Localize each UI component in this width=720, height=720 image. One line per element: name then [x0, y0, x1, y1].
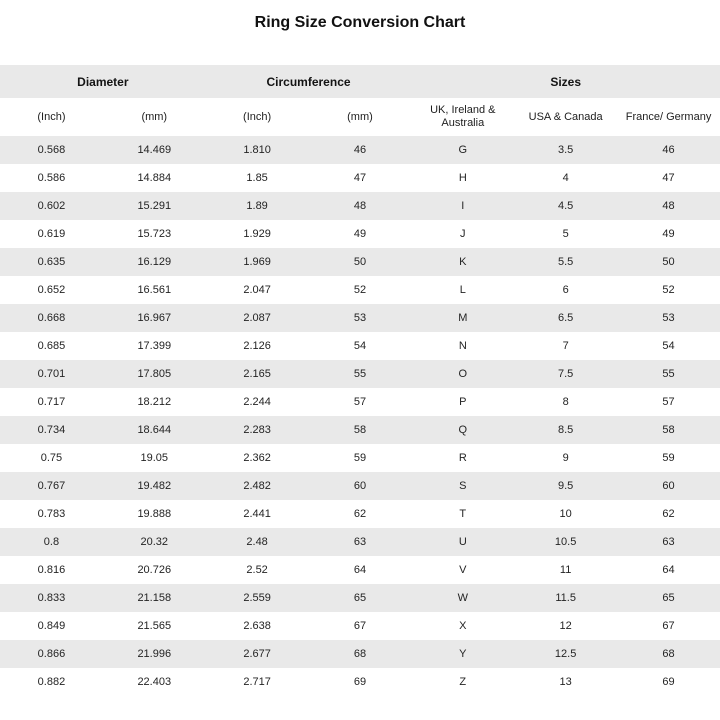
table-cell: 0.635: [0, 248, 103, 276]
table-row: [0, 500, 720, 528]
table-header: [0, 65, 720, 136]
ring-size-chart-page: [0, 13, 720, 696]
table-cell: 64: [309, 556, 412, 584]
table-cell: 55: [617, 360, 720, 388]
table-cell: 2.482: [206, 472, 309, 500]
table-cell: 5: [514, 220, 617, 248]
table-row: [0, 136, 720, 164]
table-cell: 2.362: [206, 444, 309, 472]
table-cell: 47: [309, 164, 412, 192]
table-cell: 0.685: [0, 332, 103, 360]
table-cell: 67: [309, 612, 412, 640]
table-row: [0, 304, 720, 332]
table-cell: X: [411, 612, 514, 640]
table-cell: K: [411, 248, 514, 276]
conversion-table: [0, 65, 720, 696]
table-cell: 64: [617, 556, 720, 584]
table-cell: H: [411, 164, 514, 192]
table-cell: 3.5: [514, 136, 617, 164]
column-header-diameter-mm: (mm): [103, 98, 206, 136]
table-cell: 1.85: [206, 164, 309, 192]
table-cell: 16.129: [103, 248, 206, 276]
table-cell: 49: [617, 220, 720, 248]
table-cell: 60: [309, 472, 412, 500]
table-row: [0, 556, 720, 584]
table-cell: 46: [617, 136, 720, 164]
table-cell: 14.884: [103, 164, 206, 192]
table-cell: 60: [617, 472, 720, 500]
table-cell: 21.565: [103, 612, 206, 640]
table-cell: 6.5: [514, 304, 617, 332]
table-cell: 6: [514, 276, 617, 304]
table-cell: 69: [617, 668, 720, 696]
table-cell: 2.677: [206, 640, 309, 668]
table-cell: 52: [309, 276, 412, 304]
column-header-usa-canada: USA & Canada: [514, 98, 617, 136]
table-cell: 0.717: [0, 388, 103, 416]
table-cell: 50: [617, 248, 720, 276]
group-header-circumference: Circumference: [206, 65, 412, 98]
table-cell: 0.767: [0, 472, 103, 500]
table-cell: 62: [309, 500, 412, 528]
table-cell: 2.717: [206, 668, 309, 696]
table-cell: 52: [617, 276, 720, 304]
table-cell: 53: [309, 304, 412, 332]
table-cell: 22.403: [103, 668, 206, 696]
table-cell: 0.602: [0, 192, 103, 220]
table-cell: 15.723: [103, 220, 206, 248]
table-cell: 18.212: [103, 388, 206, 416]
table-cell: 16.967: [103, 304, 206, 332]
table-cell: 67: [617, 612, 720, 640]
table-cell: 8: [514, 388, 617, 416]
table-cell: 21.158: [103, 584, 206, 612]
table-cell: 59: [617, 444, 720, 472]
table-cell: 0.8: [0, 528, 103, 556]
column-header-row: [0, 98, 720, 136]
table-cell: R: [411, 444, 514, 472]
table-cell: 13: [514, 668, 617, 696]
column-header-diameter-inch: (Inch): [0, 98, 103, 136]
table-cell: 0.701: [0, 360, 103, 388]
table-cell: Z: [411, 668, 514, 696]
table-row: [0, 612, 720, 640]
table-row: [0, 472, 720, 500]
table-cell: 7.5: [514, 360, 617, 388]
column-header-circumference-inch: (Inch): [206, 98, 309, 136]
table-cell: Y: [411, 640, 514, 668]
table-cell: 0.668: [0, 304, 103, 332]
table-cell: 63: [309, 528, 412, 556]
table-cell: 0.586: [0, 164, 103, 192]
table-cell: 2.283: [206, 416, 309, 444]
table-cell: 65: [309, 584, 412, 612]
table-cell: 2.52: [206, 556, 309, 584]
table-row: [0, 192, 720, 220]
table-cell: 4: [514, 164, 617, 192]
table-cell: W: [411, 584, 514, 612]
table-cell: 10.5: [514, 528, 617, 556]
table-cell: 55: [309, 360, 412, 388]
table-cell: 11: [514, 556, 617, 584]
table-cell: 53: [617, 304, 720, 332]
table-cell: V: [411, 556, 514, 584]
table-cell: 49: [309, 220, 412, 248]
table-row: [0, 360, 720, 388]
table-row: [0, 276, 720, 304]
table-cell: S: [411, 472, 514, 500]
table-cell: J: [411, 220, 514, 248]
table-cell: 0.866: [0, 640, 103, 668]
table-cell: 48: [617, 192, 720, 220]
table-cell: 4.5: [514, 192, 617, 220]
table-cell: 19.482: [103, 472, 206, 500]
table-cell: Q: [411, 416, 514, 444]
table-cell: 54: [617, 332, 720, 360]
table-cell: 1.969: [206, 248, 309, 276]
table-cell: 2.638: [206, 612, 309, 640]
table-cell: 0.652: [0, 276, 103, 304]
table-cell: N: [411, 332, 514, 360]
table-row: [0, 248, 720, 276]
table-cell: 58: [309, 416, 412, 444]
table-cell: 18.644: [103, 416, 206, 444]
table-cell: 10: [514, 500, 617, 528]
table-cell: 11.5: [514, 584, 617, 612]
table-cell: P: [411, 388, 514, 416]
table-cell: 57: [309, 388, 412, 416]
table-cell: 46: [309, 136, 412, 164]
table-cell: 8.5: [514, 416, 617, 444]
table-row: [0, 164, 720, 192]
table-cell: 54: [309, 332, 412, 360]
table-cell: 1.929: [206, 220, 309, 248]
table-body: [0, 136, 720, 696]
table-cell: 63: [617, 528, 720, 556]
table-row: [0, 332, 720, 360]
table-cell: 17.805: [103, 360, 206, 388]
column-header-france-germany: France/ Germany: [617, 98, 720, 136]
table-cell: 17.399: [103, 332, 206, 360]
table-cell: 5.5: [514, 248, 617, 276]
table-cell: 1.810: [206, 136, 309, 164]
page-title: Ring Size Conversion Chart: [254, 14, 466, 31]
table-cell: 57: [617, 388, 720, 416]
table-row: [0, 444, 720, 472]
table-row: [0, 416, 720, 444]
table-row: [0, 220, 720, 248]
table-cell: 62: [617, 500, 720, 528]
table-cell: 2.087: [206, 304, 309, 332]
table-cell: 2.244: [206, 388, 309, 416]
group-header-row: [0, 65, 720, 98]
table-cell: 1.89: [206, 192, 309, 220]
table-cell: 12.5: [514, 640, 617, 668]
table-cell: 0.833: [0, 584, 103, 612]
table-cell: 68: [309, 640, 412, 668]
table-row: [0, 668, 720, 696]
table-cell: 2.047: [206, 276, 309, 304]
table-cell: 2.559: [206, 584, 309, 612]
table-cell: L: [411, 276, 514, 304]
table-cell: 48: [309, 192, 412, 220]
table-cell: 0.619: [0, 220, 103, 248]
column-header-circumference-mm: (mm): [309, 98, 412, 136]
table-cell: 50: [309, 248, 412, 276]
column-header-uk-ireland-australia: UK, Ireland & Australia: [411, 98, 514, 136]
table-cell: 58: [617, 416, 720, 444]
table-cell: 21.996: [103, 640, 206, 668]
table-cell: 2.165: [206, 360, 309, 388]
table-cell: 7: [514, 332, 617, 360]
table-cell: 19.05: [103, 444, 206, 472]
table-cell: 9.5: [514, 472, 617, 500]
table-cell: 14.469: [103, 136, 206, 164]
table-cell: 68: [617, 640, 720, 668]
table-cell: 0.75: [0, 444, 103, 472]
table-cell: G: [411, 136, 514, 164]
table-cell: 12: [514, 612, 617, 640]
table-cell: 0.568: [0, 136, 103, 164]
table-cell: U: [411, 528, 514, 556]
table-cell: T: [411, 500, 514, 528]
table-row: [0, 640, 720, 668]
table-row: [0, 528, 720, 556]
table-cell: 0.882: [0, 668, 103, 696]
table-cell: I: [411, 192, 514, 220]
table-cell: 65: [617, 584, 720, 612]
table-cell: 15.291: [103, 192, 206, 220]
table-cell: M: [411, 304, 514, 332]
table-cell: 47: [617, 164, 720, 192]
table-cell: 0.849: [0, 612, 103, 640]
table-cell: 0.783: [0, 500, 103, 528]
table-cell: 16.561: [103, 276, 206, 304]
table-cell: 20.726: [103, 556, 206, 584]
table-cell: O: [411, 360, 514, 388]
table-cell: 9: [514, 444, 617, 472]
table-cell: 2.126: [206, 332, 309, 360]
table-cell: 2.48: [206, 528, 309, 556]
table-cell: 59: [309, 444, 412, 472]
table-cell: 0.734: [0, 416, 103, 444]
table-cell: 69: [309, 668, 412, 696]
table-row: [0, 388, 720, 416]
group-header-diameter: Diameter: [0, 65, 206, 98]
table-cell: 0.816: [0, 556, 103, 584]
table-cell: 2.441: [206, 500, 309, 528]
group-header-sizes: Sizes: [411, 65, 720, 98]
table-cell: 20.32: [103, 528, 206, 556]
table-row: [0, 584, 720, 612]
table-cell: 19.888: [103, 500, 206, 528]
